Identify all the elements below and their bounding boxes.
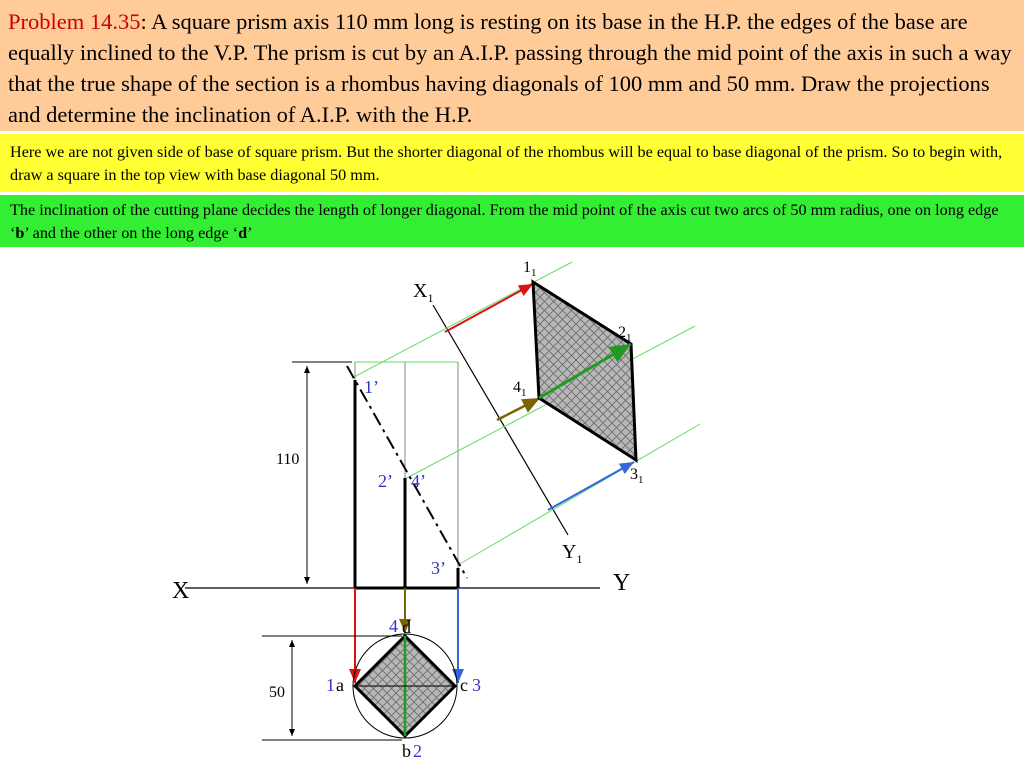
- tv-label-d: d: [402, 617, 411, 637]
- note2-text-3: ’: [247, 224, 253, 242]
- front-view-cut-prism: [355, 380, 458, 588]
- ts-label-3: $3_1$: [630, 466, 644, 486]
- note2-text-2: ’ and the other on the long edge ‘: [24, 224, 239, 242]
- fv-label-1: 1’: [364, 377, 379, 397]
- fv-label-4: 4’: [411, 471, 426, 491]
- label-y1: $Y_1$: [562, 541, 583, 566]
- label-y: Y: [613, 570, 631, 596]
- tv-label-c: c: [460, 675, 468, 695]
- dimension-110: [292, 362, 352, 588]
- label-x1: $X_1$: [413, 280, 434, 305]
- label-x: X: [172, 578, 190, 604]
- tv-label-3: 3: [472, 675, 481, 695]
- tv-label-b: b: [402, 741, 411, 761]
- aux-projector-1: [445, 284, 533, 332]
- ts-label-2: $2_1$: [618, 324, 632, 344]
- problem-label: Problem 14.35: [8, 9, 141, 34]
- note2-edge-b: b: [15, 224, 25, 242]
- ts-label-4: $4_1$: [513, 379, 527, 399]
- dim-110-text: 110: [276, 451, 300, 468]
- tv-label-1: 1: [326, 675, 335, 695]
- fv-label-2: 2’: [378, 471, 393, 491]
- note-base-diagonal: Here we are not given side of base of square prism. But the shorter diagonal of the rhombus will be equal to base diagonal of the prism. So to begin with, draw a square in the top view with base diagonal 50 mm.: [0, 134, 1024, 192]
- tv-label-a: a: [336, 675, 344, 695]
- tv-label-4: 4: [389, 616, 398, 636]
- problem-text: : A square prism axis 110 mm long is resting on its base in the H.P. the edges of the base are equally inclined to the V.P. The prism is cut by an A.I.P. passing through the mid point of the axis in such a way that the true shape of the section is a rhombus having diagonals of 100 mm and 50 mm. Draw the projections and determine the inclination of A.I.P. with the H.P.: [8, 9, 1012, 127]
- cutting-plane-trace: [347, 366, 467, 578]
- ts-label-1: $1_1$: [523, 259, 537, 279]
- aux-projector-4: [497, 398, 540, 420]
- dim-50-text: 50: [269, 684, 285, 701]
- aux-projector-3: [548, 462, 634, 510]
- note2-text-1: The inclination of the cutting plane decides the length of longer diagonal. From the mid point of the axis cut two arcs of 50 mm radius, one on long edge ‘: [10, 201, 999, 242]
- note2-edge-d: d: [238, 224, 248, 242]
- tv-label-2: 2: [413, 741, 422, 761]
- fv-label-3: 3’: [431, 558, 446, 578]
